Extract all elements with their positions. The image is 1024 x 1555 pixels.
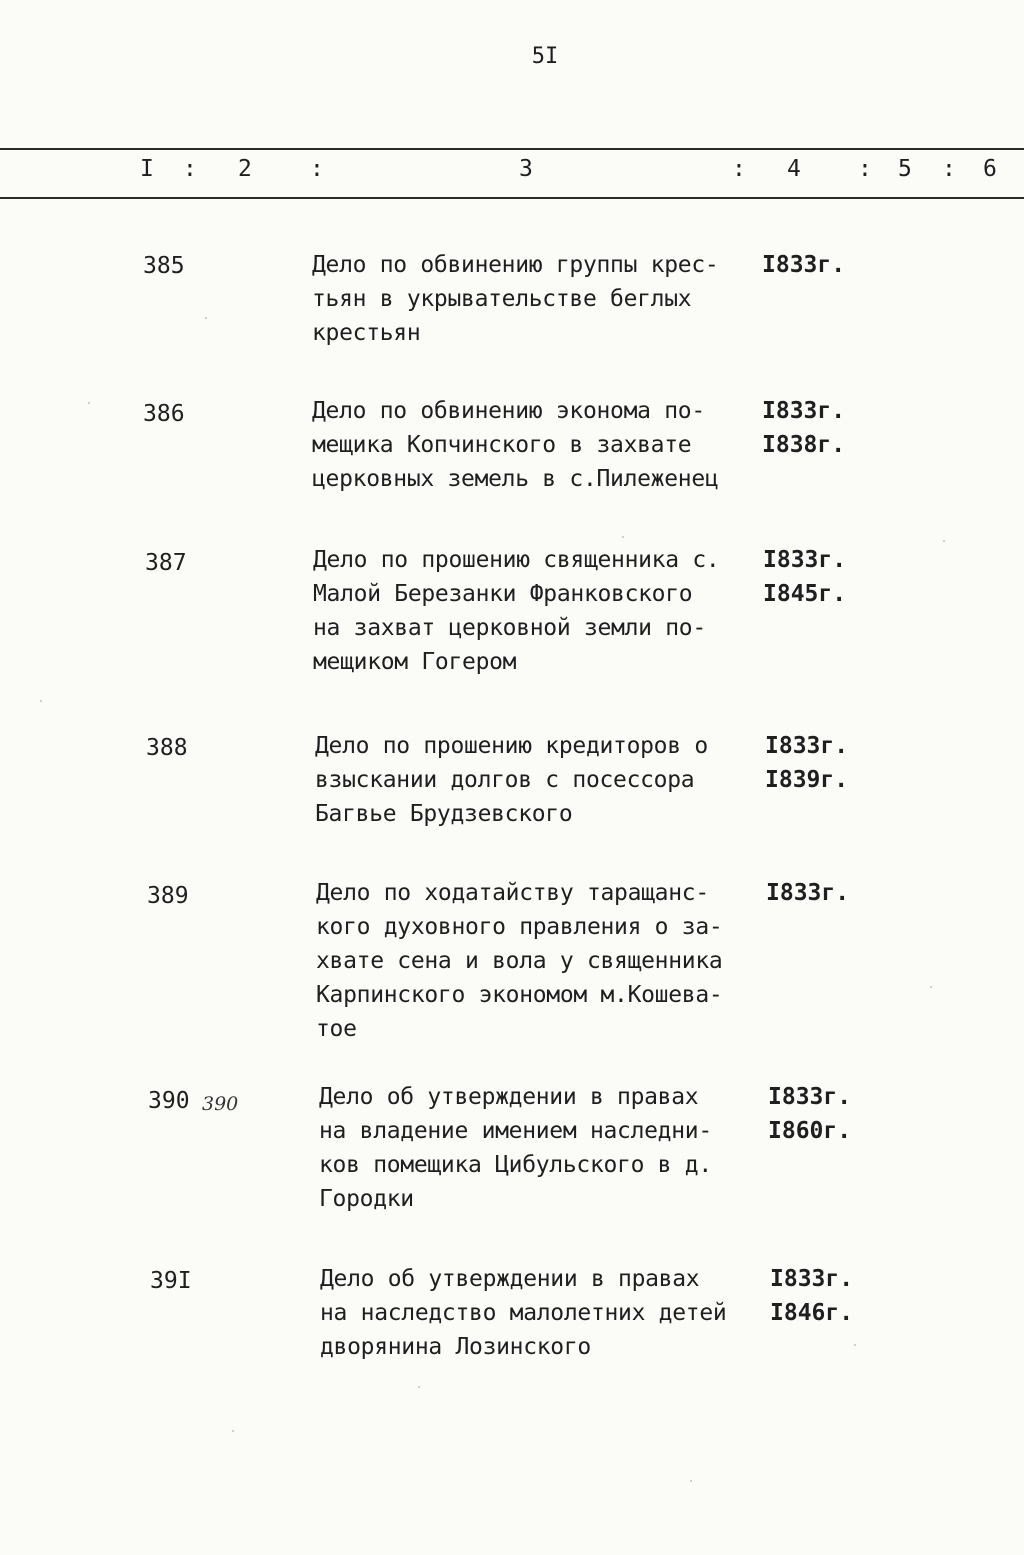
entry-line: Дело по ходатайству таращанс-: [316, 880, 709, 906]
entry-date: I833г.: [768, 1084, 852, 1110]
entry-line: тьян в укрывательстве беглых: [312, 286, 692, 312]
header-separator: :: [942, 156, 956, 182]
entry-date: I845г.: [763, 581, 847, 607]
entry-date: I860г.: [768, 1118, 852, 1144]
entry-number: 385: [143, 253, 185, 279]
entry-dates: [763, 543, 846, 611]
scan-speckle: [930, 986, 932, 988]
entry-date: I833г.: [762, 398, 846, 424]
scan-speckle: [418, 1386, 420, 1388]
entry-date: I839г.: [765, 767, 849, 793]
scan-speckle: [88, 402, 90, 404]
header-col-5: 5: [898, 156, 912, 182]
entry-date: I833г.: [763, 547, 847, 573]
scan-speckle: [40, 700, 42, 702]
header-separator: :: [310, 156, 324, 182]
entry-dates: [762, 248, 845, 282]
entry-number: 39I: [150, 1268, 192, 1294]
entry-line: мещиком Гогером: [313, 649, 517, 675]
entry-description: [313, 543, 763, 679]
entry-description: [320, 1262, 770, 1364]
entry-line: на владение имением наследни-: [319, 1118, 712, 1144]
entry-date: I846г.: [770, 1300, 854, 1326]
entry-line: Карпинского экономом м.Кошева-: [316, 982, 723, 1008]
header-separator: :: [858, 156, 872, 182]
entry-description: [312, 394, 762, 496]
page-number: 5I: [531, 44, 559, 69]
entry-line: взыскании долгов с посессора: [315, 767, 695, 793]
entry-dates: [768, 1080, 851, 1148]
entry-line: хвате сена и вола у священника: [316, 948, 723, 974]
header-col-2: 2: [238, 156, 252, 182]
scan-speckle: [854, 1344, 856, 1346]
entry-number: 390: [148, 1088, 190, 1114]
entry-line: мещика Копчинского в захвате: [312, 432, 692, 458]
entry-line: на наследство малолетних детей: [320, 1300, 727, 1326]
header-separator: :: [183, 156, 197, 182]
entry-line: тое: [316, 1016, 357, 1042]
entry-line: дворянина Лозинского: [320, 1334, 591, 1360]
header-col-4: 4: [787, 156, 801, 182]
entry-date: I833г.: [766, 880, 850, 906]
header-col-3: 3: [519, 156, 533, 182]
entry-line: Малой Березанки Франковского: [313, 581, 693, 607]
entry-line: крестьян: [312, 320, 421, 346]
entry-date: I833г.: [770, 1266, 854, 1292]
entry-description: [312, 248, 762, 350]
entry-line: церковных земель в с.Пилеженец: [312, 466, 719, 492]
entry-dates: [770, 1262, 853, 1330]
entry-number: 386: [143, 401, 185, 427]
entry-line: Дело по прошению кредиторов о: [315, 733, 708, 759]
entry-line: Дело об утверждении в правах: [320, 1266, 700, 1292]
table-header-top-rule: [0, 148, 1024, 150]
entry-dates: [762, 394, 845, 462]
entry-number: 387: [145, 550, 187, 576]
entry-line: Дело по обвинению группы крес-: [312, 252, 719, 278]
entry-line: Дело по прошению священника с.: [313, 547, 720, 573]
entry-number: 389: [147, 883, 189, 909]
entry-date: I838г.: [762, 432, 846, 458]
entry-line: ков помещика Цибульского в д.: [319, 1152, 712, 1178]
entry-line: Дело об утверждении в правах: [319, 1084, 699, 1110]
scan-speckle: [943, 540, 945, 542]
header-separator: :: [732, 156, 746, 182]
header-col-6: 6: [983, 156, 997, 182]
header-col-1: I: [140, 156, 154, 182]
entry-line: Багвье Брудзевского: [315, 801, 573, 827]
entry-description: [316, 876, 766, 1046]
table-header-bottom-rule: [0, 197, 1024, 199]
entry-line: Дело по обвинению эконома по-: [312, 398, 705, 424]
entry-description: [315, 729, 765, 831]
scan-speckle: [205, 317, 207, 319]
entry-line: на захват церковной земли по-: [313, 615, 706, 641]
entry-date: I833г.: [762, 252, 846, 278]
entry-line: Городки: [319, 1186, 414, 1212]
scan-speckle: [232, 1430, 234, 1432]
entry-date: I833г.: [765, 733, 849, 759]
entry-number: 388: [146, 735, 188, 761]
entry-line: кого духовного правления о за-: [316, 914, 723, 940]
entry-dates: [766, 876, 849, 910]
handwritten-margin-note: 390: [202, 1093, 239, 1115]
scan-speckle: [622, 536, 624, 538]
scan-speckle: [690, 1480, 692, 1482]
entry-description: [319, 1080, 769, 1216]
entry-dates: [765, 729, 848, 797]
